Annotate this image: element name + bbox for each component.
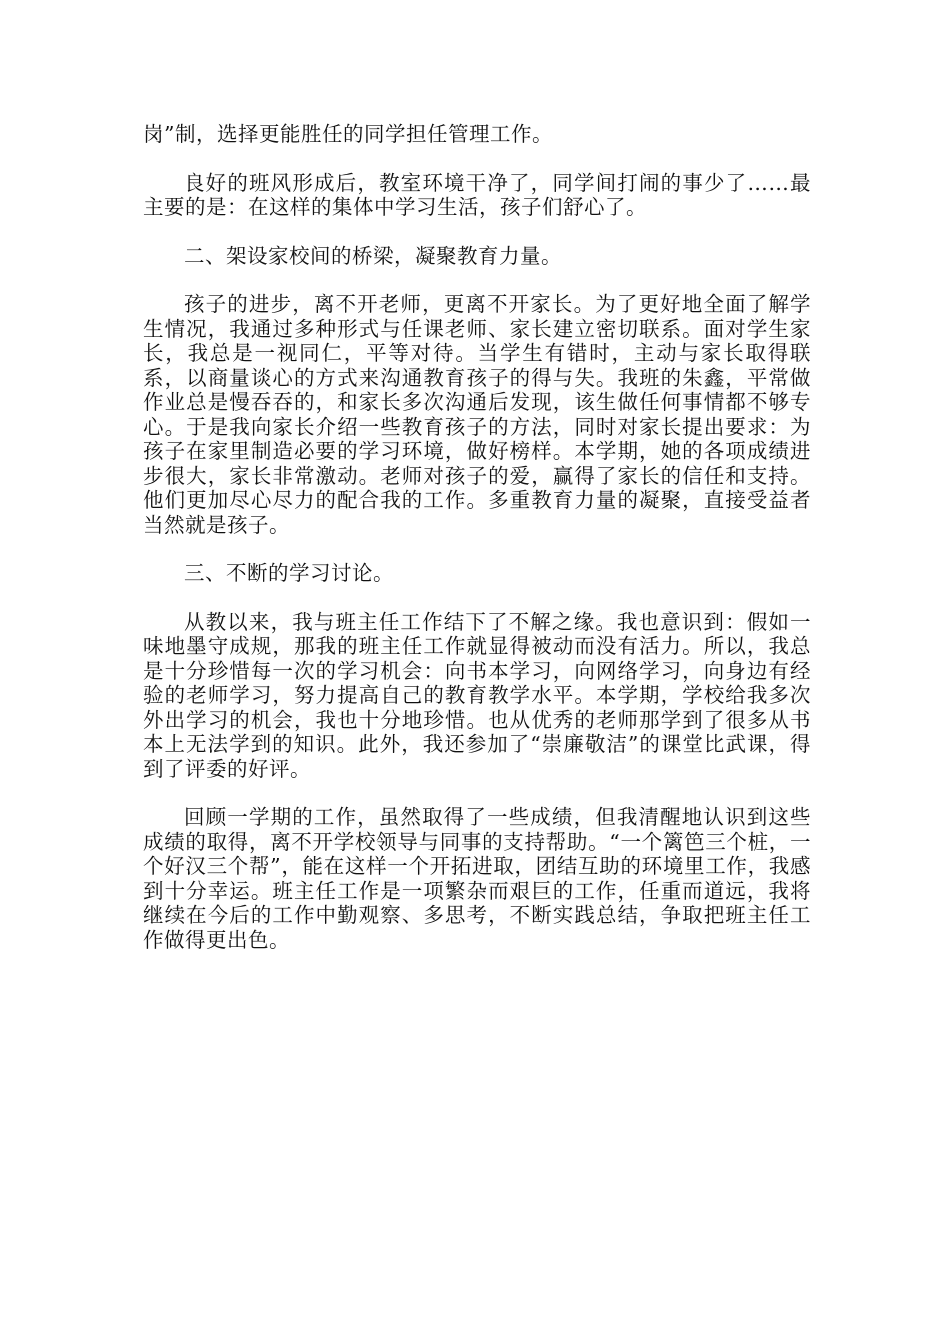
- section-heading-2: 二、架设家校间的桥梁，凝聚教育力量。: [184, 243, 562, 268]
- paragraph-learning: 从教以来，我与班主任工作结下了不解之缘。我也意识到：假如一味地墨守成规，那我的班主任工作就显得被动而没有活力。所以，我总是十分珍惜每一次的学习机会：向书本学习，向网络学习，向身边有经验的老师学习，努力提高自己的教育教学水平。本学期，学校给我多次外出学习的机会，我也十分地珍惜。也从优秀的老师那学到了很多从书本上无法学到的知识。此外，我还参加了“崇廉敬洁”的课堂比武课，得到了评委的好评。: [143, 609, 811, 781]
- paragraph-continuation: 岗”制，选择更能胜任的同学担任管理工作。: [143, 122, 553, 146]
- document-body: [143, 122, 811, 976]
- section-heading-3: 三、不断的学习讨论。: [184, 561, 394, 585]
- paragraph-home-school: 孩子的进步，离不开老师，更离不开家长。为了更好地全面了解学生情况，我通过多种形式与任课老师、家长建立密切联系。面对学生家长，我总是一视同仁，平等对待。当学生有错时，主动与家长取得联系，以商量谈心的方式来沟通教育孩子的得与失。我班的朱鑫，平常做作业总是慢吞吞的，和家长多次沟通后发现，该生做任何事情都不够专心。于是我向家长介绍一些教育孩子的方法，同时对家长提出要求：为孩子在家里制造必要的学习环境，做好榜样。本学期，她的各项成绩进步很大，家长非常激动。老师对孩子的爱，赢得了家长的信任和支持。他们更加尽心尽力的配合我的工作。多重教育力量的凝聚，直接受益者当然就是孩子。: [143, 292, 811, 537]
- paragraph-review: 回顾一学期的工作，虽然取得了一些成绩，但我清醒地认识到这些成绩的取得，离不开学校领导与同事的支持帮助。“一个篱笆三个桩，一个好汉三个帮”，能在这样一个开拓进取，团结互助的环境里工作，我感到十分幸运。班主任工作是一项繁杂而艰巨的工作，任重而道远，我将继续在今后的工作中勤观察、多思考，不断实践总结，争取把班主任工作做得更出色。: [143, 805, 811, 952]
- paragraph-class-atmosphere: 良好的班风形成后，教室环境干净了，同学间打闹的事少了……最主要的是：在这样的集体中学习生活，孩子们舒心了。: [143, 170, 811, 219]
